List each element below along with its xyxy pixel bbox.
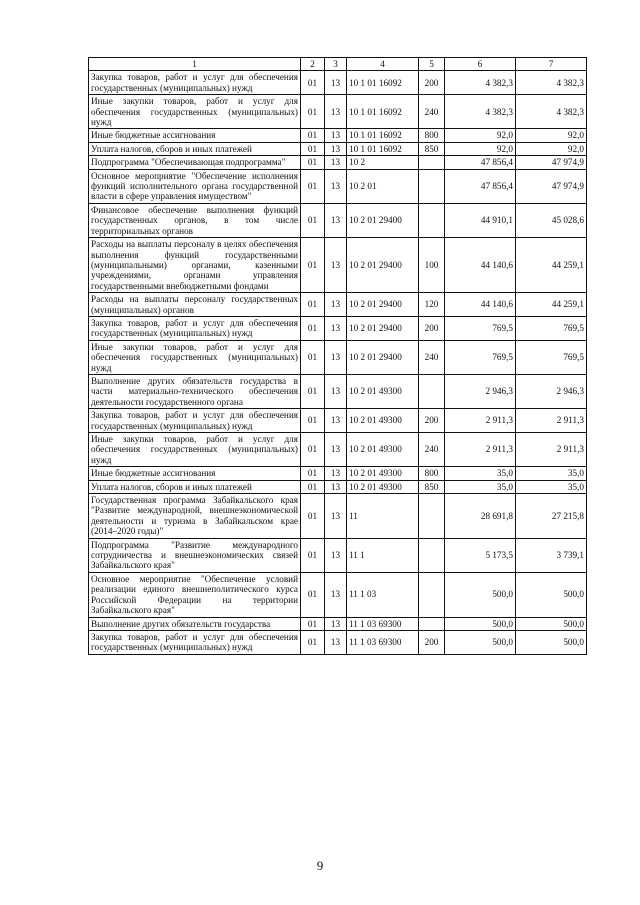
cell-expense-type: 240 bbox=[419, 95, 445, 129]
cell-subsection: 13 bbox=[325, 238, 347, 293]
cell-target-article: 11 1 03 69300 bbox=[347, 630, 419, 654]
cell-subsection: 13 bbox=[325, 467, 347, 480]
cell-amount-1: 769,5 bbox=[445, 316, 516, 340]
cell-subsection: 13 bbox=[325, 617, 347, 630]
page-number: 9 bbox=[316, 858, 324, 873]
cell-subsection: 13 bbox=[325, 480, 347, 493]
cell-section: 01 bbox=[301, 538, 325, 572]
cell-amount-2: 44 259,1 bbox=[516, 293, 587, 317]
cell-name: Выполнение других обязательств государства в части материально-технического обеспечения деятельности государственного органа bbox=[89, 374, 301, 408]
cell-amount-2: 45 028,6 bbox=[516, 203, 587, 237]
cell-expense-type: 200 bbox=[419, 409, 445, 433]
cell-amount-2: 27 215,8 bbox=[516, 494, 587, 539]
cell-section: 01 bbox=[301, 467, 325, 480]
cell-amount-2: 769,5 bbox=[516, 316, 587, 340]
cell-subsection: 13 bbox=[325, 572, 347, 617]
header-cell: 1 bbox=[89, 58, 301, 71]
cell-amount-2: 769,5 bbox=[516, 340, 587, 374]
table-row bbox=[89, 71, 587, 95]
cell-name: Иные бюджетные ассигнования bbox=[89, 467, 301, 480]
cell-target-article: 10 2 01 29400 bbox=[347, 203, 419, 237]
cell-subsection: 13 bbox=[325, 293, 347, 317]
cell-section: 01 bbox=[301, 630, 325, 654]
table-row bbox=[89, 538, 587, 572]
cell-expense-type: 800 bbox=[419, 467, 445, 480]
table-row bbox=[89, 617, 587, 630]
cell-target-article: 11 1 bbox=[347, 538, 419, 572]
table-row bbox=[89, 340, 587, 374]
header-cell: 6 bbox=[445, 58, 516, 71]
cell-target-article: 10 2 01 49300 bbox=[347, 409, 419, 433]
cell-section: 01 bbox=[301, 71, 325, 95]
table-row bbox=[89, 480, 587, 493]
cell-expense-type bbox=[419, 374, 445, 408]
cell-subsection: 13 bbox=[325, 316, 347, 340]
cell-target-article: 10 2 bbox=[347, 156, 419, 169]
cell-amount-2: 47 974,9 bbox=[516, 169, 587, 203]
cell-amount-1: 35,0 bbox=[445, 480, 516, 493]
cell-target-article: 10 2 01 bbox=[347, 169, 419, 203]
cell-expense-type bbox=[419, 203, 445, 237]
cell-target-article: 11 1 03 bbox=[347, 572, 419, 617]
table-row bbox=[89, 374, 587, 408]
cell-subsection: 13 bbox=[325, 340, 347, 374]
cell-target-article: 10 1 01 16092 bbox=[347, 95, 419, 129]
cell-expense-type: 850 bbox=[419, 480, 445, 493]
table-row bbox=[89, 630, 587, 654]
cell-expense-type bbox=[419, 538, 445, 572]
header-cell: 3 bbox=[325, 58, 347, 71]
cell-amount-2: 92,0 bbox=[516, 142, 587, 155]
table-row bbox=[89, 433, 587, 467]
cell-expense-type: 850 bbox=[419, 142, 445, 155]
cell-subsection: 13 bbox=[325, 538, 347, 572]
cell-name: Подпрограмма "Обеспечивающая подпрограмма" bbox=[89, 156, 301, 169]
header-cell: 5 bbox=[419, 58, 445, 71]
cell-amount-1: 35,0 bbox=[445, 467, 516, 480]
cell-expense-type bbox=[419, 494, 445, 539]
cell-amount-1: 4 382,3 bbox=[445, 71, 516, 95]
cell-amount-1: 44 910,1 bbox=[445, 203, 516, 237]
cell-expense-type: 800 bbox=[419, 129, 445, 142]
cell-section: 01 bbox=[301, 238, 325, 293]
cell-target-article: 10 2 01 29400 bbox=[347, 238, 419, 293]
cell-name: Выполнение других обязательств государства bbox=[89, 617, 301, 630]
cell-target-article: 11 1 03 69300 bbox=[347, 617, 419, 630]
cell-amount-1: 4 382,3 bbox=[445, 95, 516, 129]
cell-subsection: 13 bbox=[325, 129, 347, 142]
header-cell: 4 bbox=[347, 58, 419, 71]
cell-amount-1: 44 140,6 bbox=[445, 293, 516, 317]
cell-expense-type: 120 bbox=[419, 293, 445, 317]
cell-expense-type: 200 bbox=[419, 630, 445, 654]
cell-target-article: 10 1 01 16092 bbox=[347, 71, 419, 95]
cell-section: 01 bbox=[301, 142, 325, 155]
cell-target-article: 10 1 01 16092 bbox=[347, 129, 419, 142]
cell-amount-2: 2 911,3 bbox=[516, 433, 587, 467]
cell-section: 01 bbox=[301, 293, 325, 317]
cell-name: Иные закупки товаров, работ и услуг для обеспечения государственных (муниципальных) нужд bbox=[89, 95, 301, 129]
cell-amount-2: 500,0 bbox=[516, 572, 587, 617]
cell-target-article: 10 2 01 49300 bbox=[347, 374, 419, 408]
cell-section: 01 bbox=[301, 316, 325, 340]
cell-amount-2: 2 911,3 bbox=[516, 409, 587, 433]
cell-section: 01 bbox=[301, 409, 325, 433]
cell-name: Расходы на выплаты персоналу государственных (муниципальных) органов bbox=[89, 293, 301, 317]
cell-target-article: 10 2 01 29400 bbox=[347, 340, 419, 374]
cell-name: Иные закупки товаров, работ и услуг для обеспечения государственных (муниципальных) нужд bbox=[89, 433, 301, 467]
cell-subsection: 13 bbox=[325, 71, 347, 95]
cell-section: 01 bbox=[301, 156, 325, 169]
cell-section: 01 bbox=[301, 203, 325, 237]
cell-subsection: 13 bbox=[325, 374, 347, 408]
cell-amount-1: 2 911,3 bbox=[445, 409, 516, 433]
cell-name: Иные закупки товаров, работ и услуг для обеспечения государственных (муниципальных) нужд bbox=[89, 340, 301, 374]
cell-subsection: 13 bbox=[325, 156, 347, 169]
cell-name: Закупка товаров, работ и услуг для обеспечения государственных (муниципальных) нужд bbox=[89, 71, 301, 95]
cell-subsection: 13 bbox=[325, 630, 347, 654]
cell-target-article: 10 2 01 49300 bbox=[347, 480, 419, 493]
header-cell: 2 bbox=[301, 58, 325, 71]
cell-expense-type: 100 bbox=[419, 238, 445, 293]
cell-amount-1: 92,0 bbox=[445, 129, 516, 142]
cell-name: Закупка товаров, работ и услуг для обеспечения государственных (муниципальных) нужд bbox=[89, 409, 301, 433]
table-row bbox=[89, 293, 587, 317]
cell-section: 01 bbox=[301, 480, 325, 493]
cell-expense-type bbox=[419, 572, 445, 617]
cell-name: Уплата налогов, сборов и иных платежей bbox=[89, 480, 301, 493]
header-cell: 7 bbox=[516, 58, 587, 71]
cell-target-article: 10 2 01 49300 bbox=[347, 467, 419, 480]
cell-subsection: 13 bbox=[325, 409, 347, 433]
cell-subsection: 13 bbox=[325, 169, 347, 203]
cell-amount-1: 2 911,3 bbox=[445, 433, 516, 467]
cell-amount-1: 47 856,4 bbox=[445, 169, 516, 203]
table-row bbox=[89, 572, 587, 617]
cell-name: Расходы на выплаты персоналу в целях обеспечения выполнения функций государственными (муниципальными) органами, казенными учреждениями, органами управления государственными внебюджетными фондами bbox=[89, 238, 301, 293]
cell-name: Подпрограмма "Развитие международного сотрудничества и внешнеэкономических связей Забайкальского края" bbox=[89, 538, 301, 572]
cell-target-article: 10 2 01 29400 bbox=[347, 316, 419, 340]
header-row bbox=[89, 58, 587, 71]
cell-expense-type bbox=[419, 617, 445, 630]
cell-section: 01 bbox=[301, 572, 325, 617]
table-row bbox=[89, 494, 587, 539]
cell-target-article: 10 2 01 29400 bbox=[347, 293, 419, 317]
cell-amount-1: 500,0 bbox=[445, 572, 516, 617]
cell-name: Иные бюджетные ассигнования bbox=[89, 129, 301, 142]
cell-amount-1: 28 691,8 bbox=[445, 494, 516, 539]
table-row bbox=[89, 169, 587, 203]
cell-target-article: 10 1 01 16092 bbox=[347, 142, 419, 155]
cell-section: 01 bbox=[301, 494, 325, 539]
cell-section: 01 bbox=[301, 433, 325, 467]
table-row bbox=[89, 467, 587, 480]
cell-subsection: 13 bbox=[325, 203, 347, 237]
cell-name: Финансовое обеспечение выполнения функций государственных органов, в том числе территориальных органов bbox=[89, 203, 301, 237]
cell-amount-2: 35,0 bbox=[516, 467, 587, 480]
cell-name: Основное мероприятие "Обеспечение исполнения функций исполнительного органа государственной власти в сфере управления имуществом" bbox=[89, 169, 301, 203]
cell-amount-1: 44 140,6 bbox=[445, 238, 516, 293]
cell-target-article: 11 bbox=[347, 494, 419, 539]
cell-name: Уплата налогов, сборов и иных платежей bbox=[89, 142, 301, 155]
cell-subsection: 13 bbox=[325, 433, 347, 467]
cell-section: 01 bbox=[301, 374, 325, 408]
cell-section: 01 bbox=[301, 340, 325, 374]
cell-amount-2: 44 259,1 bbox=[516, 238, 587, 293]
cell-amount-2: 3 739,1 bbox=[516, 538, 587, 572]
cell-amount-1: 769,5 bbox=[445, 340, 516, 374]
cell-amount-1: 5 173,5 bbox=[445, 538, 516, 572]
table-row bbox=[89, 203, 587, 237]
cell-subsection: 13 bbox=[325, 95, 347, 129]
cell-expense-type bbox=[419, 169, 445, 203]
table-row bbox=[89, 238, 587, 293]
cell-expense-type: 240 bbox=[419, 433, 445, 467]
cell-amount-1: 47 856,4 bbox=[445, 156, 516, 169]
cell-amount-2: 4 382,3 bbox=[516, 95, 587, 129]
cell-expense-type bbox=[419, 156, 445, 169]
cell-amount-2: 500,0 bbox=[516, 630, 587, 654]
table-row bbox=[89, 316, 587, 340]
table-row bbox=[89, 129, 587, 142]
cell-expense-type: 200 bbox=[419, 71, 445, 95]
cell-section: 01 bbox=[301, 169, 325, 203]
cell-subsection: 13 bbox=[325, 142, 347, 155]
table-body bbox=[89, 71, 587, 654]
cell-amount-1: 500,0 bbox=[445, 630, 516, 654]
cell-section: 01 bbox=[301, 129, 325, 142]
cell-amount-2: 35,0 bbox=[516, 480, 587, 493]
cell-section: 01 bbox=[301, 617, 325, 630]
cell-name: Закупка товаров, работ и услуг для обеспечения государственных (муниципальных) нужд bbox=[89, 316, 301, 340]
cell-name: Основное мероприятие "Обеспечение условий реализации единого внешнеполитического курса Российской Федерации на территории Забайкальского края" bbox=[89, 572, 301, 617]
cell-amount-2: 2 946,3 bbox=[516, 374, 587, 408]
table-row bbox=[89, 95, 587, 129]
cell-name: Государственная программа Забайкальского края "Развитие международной, внешнеэкономической деятельности и туризма в Забайкальском крае (2014–2020 годы)" bbox=[89, 494, 301, 539]
cell-amount-1: 92,0 bbox=[445, 142, 516, 155]
cell-amount-2: 92,0 bbox=[516, 129, 587, 142]
table-row bbox=[89, 156, 587, 169]
cell-name: Закупка товаров, работ и услуг для обеспечения государственных (муниципальных) нужд bbox=[89, 630, 301, 654]
cell-expense-type: 200 bbox=[419, 316, 445, 340]
cell-amount-2: 47 974,9 bbox=[516, 156, 587, 169]
cell-amount-1: 500,0 bbox=[445, 617, 516, 630]
budget-table bbox=[88, 57, 587, 655]
cell-target-article: 10 2 01 49300 bbox=[347, 433, 419, 467]
cell-subsection: 13 bbox=[325, 494, 347, 539]
cell-expense-type: 240 bbox=[419, 340, 445, 374]
cell-amount-2: 500,0 bbox=[516, 617, 587, 630]
cell-amount-1: 2 946,3 bbox=[445, 374, 516, 408]
cell-section: 01 bbox=[301, 95, 325, 129]
cell-amount-2: 4 382,3 bbox=[516, 71, 587, 95]
table-row bbox=[89, 409, 587, 433]
table-row bbox=[89, 142, 587, 155]
